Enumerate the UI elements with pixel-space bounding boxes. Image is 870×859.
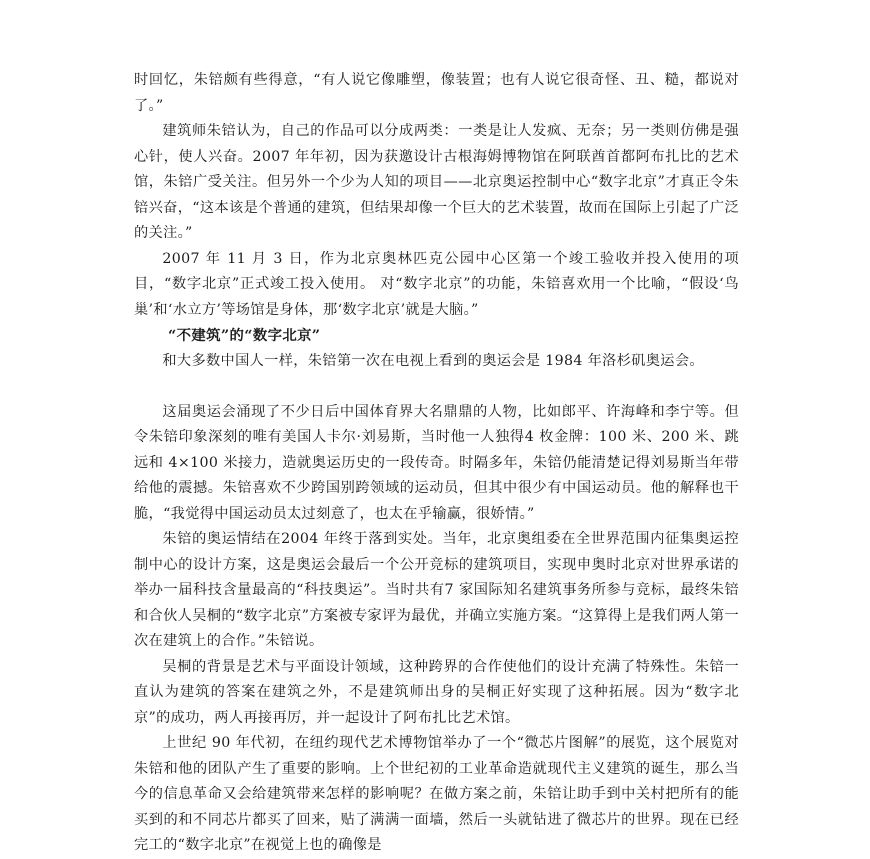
paragraph-first-olympics: 和大多数中国人一样，朱锫第一次在电视上看到的奥运会是 1984 年洛杉矶奥运会。: [162, 352, 704, 369]
paragraph-wu-tong: 吴桐的背景是艺术与平面设计领域，这种跨界的合作使他们的设计充满了特殊性。朱锫一直认为建筑的答案在建筑之外，不是建筑师出身的吴桐正好实现了这种拓展。因为“数字北京”的成功，两人再接再厉，并一起设计了阿布扎比艺术馆。: [134, 658, 739, 726]
paragraph-architect-views: 建筑师朱锫认为，自己的作品可以分成两类：一类是让人发疯、无奈；另一类则仿佛是强心针，使人兴奋。2007 年年初，因为获邀设计古根海姆博物馆在阿联酋首都阿布扎比的艺术馆，朱锫广受关注。但另外一个少为人知的项目——北京奥运控制中心“数字北京”才真正令朱锫兴奋，“这本该是个普通的建筑，但结果却像一个巨大的艺术装置，故而在国际上引起了广泛的关注。”: [134, 123, 739, 241]
paragraph-completion-date: 2007 年 11 月 3 日，作为北京奥林匹克公园中心区第一个竣工验收并投入使用的项目，“数字北京”正式竣工投入使用。 对“数字北京”的功能，朱锫喜欢用一个比喻，“假设‘鸟巢’和‘水立方’等场馆是身体，那‘数字北京’就是大脑。”: [134, 250, 739, 318]
paragraph-continuation: 时回忆，朱锫颇有些得意，“有人说它像雕塑，像装置；也有人说它很奇怪、丑、糙，都说对了。”: [134, 72, 739, 114]
paragraph-microchip-exhibition: 上世纪 90 年代初，在纽约现代艺术博物馆举办了一个“微芯片图解”的展览，这个展览对朱锫和他的团队产生了重要的影响。上个世纪初的工业革命造就现代主义建筑的诞生，那么当今的信息革命又会给建筑带来怎样的影响呢？在做方案之前，朱锫让助手到中关村把所有的能买到的和不同芯片都买了回来，贴了满满一面墙，然后一头就钻进了微芯片的世界。现在已经完工的“数字北京”在视觉上也的确像是: [134, 735, 739, 853]
paragraph-1984-olympics: 这届奥运会涌现了不少日后中国体育界大名鼎鼎的人物，比如郎平、许海峰和李宁等。但令朱锫印象深刻的唯有美国人卡尔·刘易斯，当时他一人独得4 枚金牌：100 米、200 米、跳远和 4×100 米接力，造就奥运历史的一段传奇。时隔多年，朱锫仍能清楚记得刘易斯当年带给他的震撼。朱锫喜欢不少跨国别跨领域的运动员，但其中很少有中国运动员。他的解释也干脆，“我觉得中国运动员太过刻意了，也太在乎输赢，很娇情。”: [134, 403, 739, 522]
blank-line: [134, 374, 739, 400]
document-page: [134, 68, 739, 859]
section-heading: “不建筑”的“数字北京”: [168, 327, 321, 344]
paragraph-2004-competition: 朱锫的奥运情结在2004 年终于落到实处。当年，北京奥组委在全世界范围内征集奥运控制中心的设计方案，这是奥运会最后一个公开竞标的建筑项目，实现申奥时北京对世界承诺的举办一届科技含量最高的“科技奥运”。当时共有7 家国际知名建筑事务所参与竞标，最终朱锫和合伙人吴桐的“数字北京”方案被专家评为最优，并确立实施方案。“这算得上是我们两人第一次在建筑上的合作。”朱锫说。: [134, 531, 739, 649]
